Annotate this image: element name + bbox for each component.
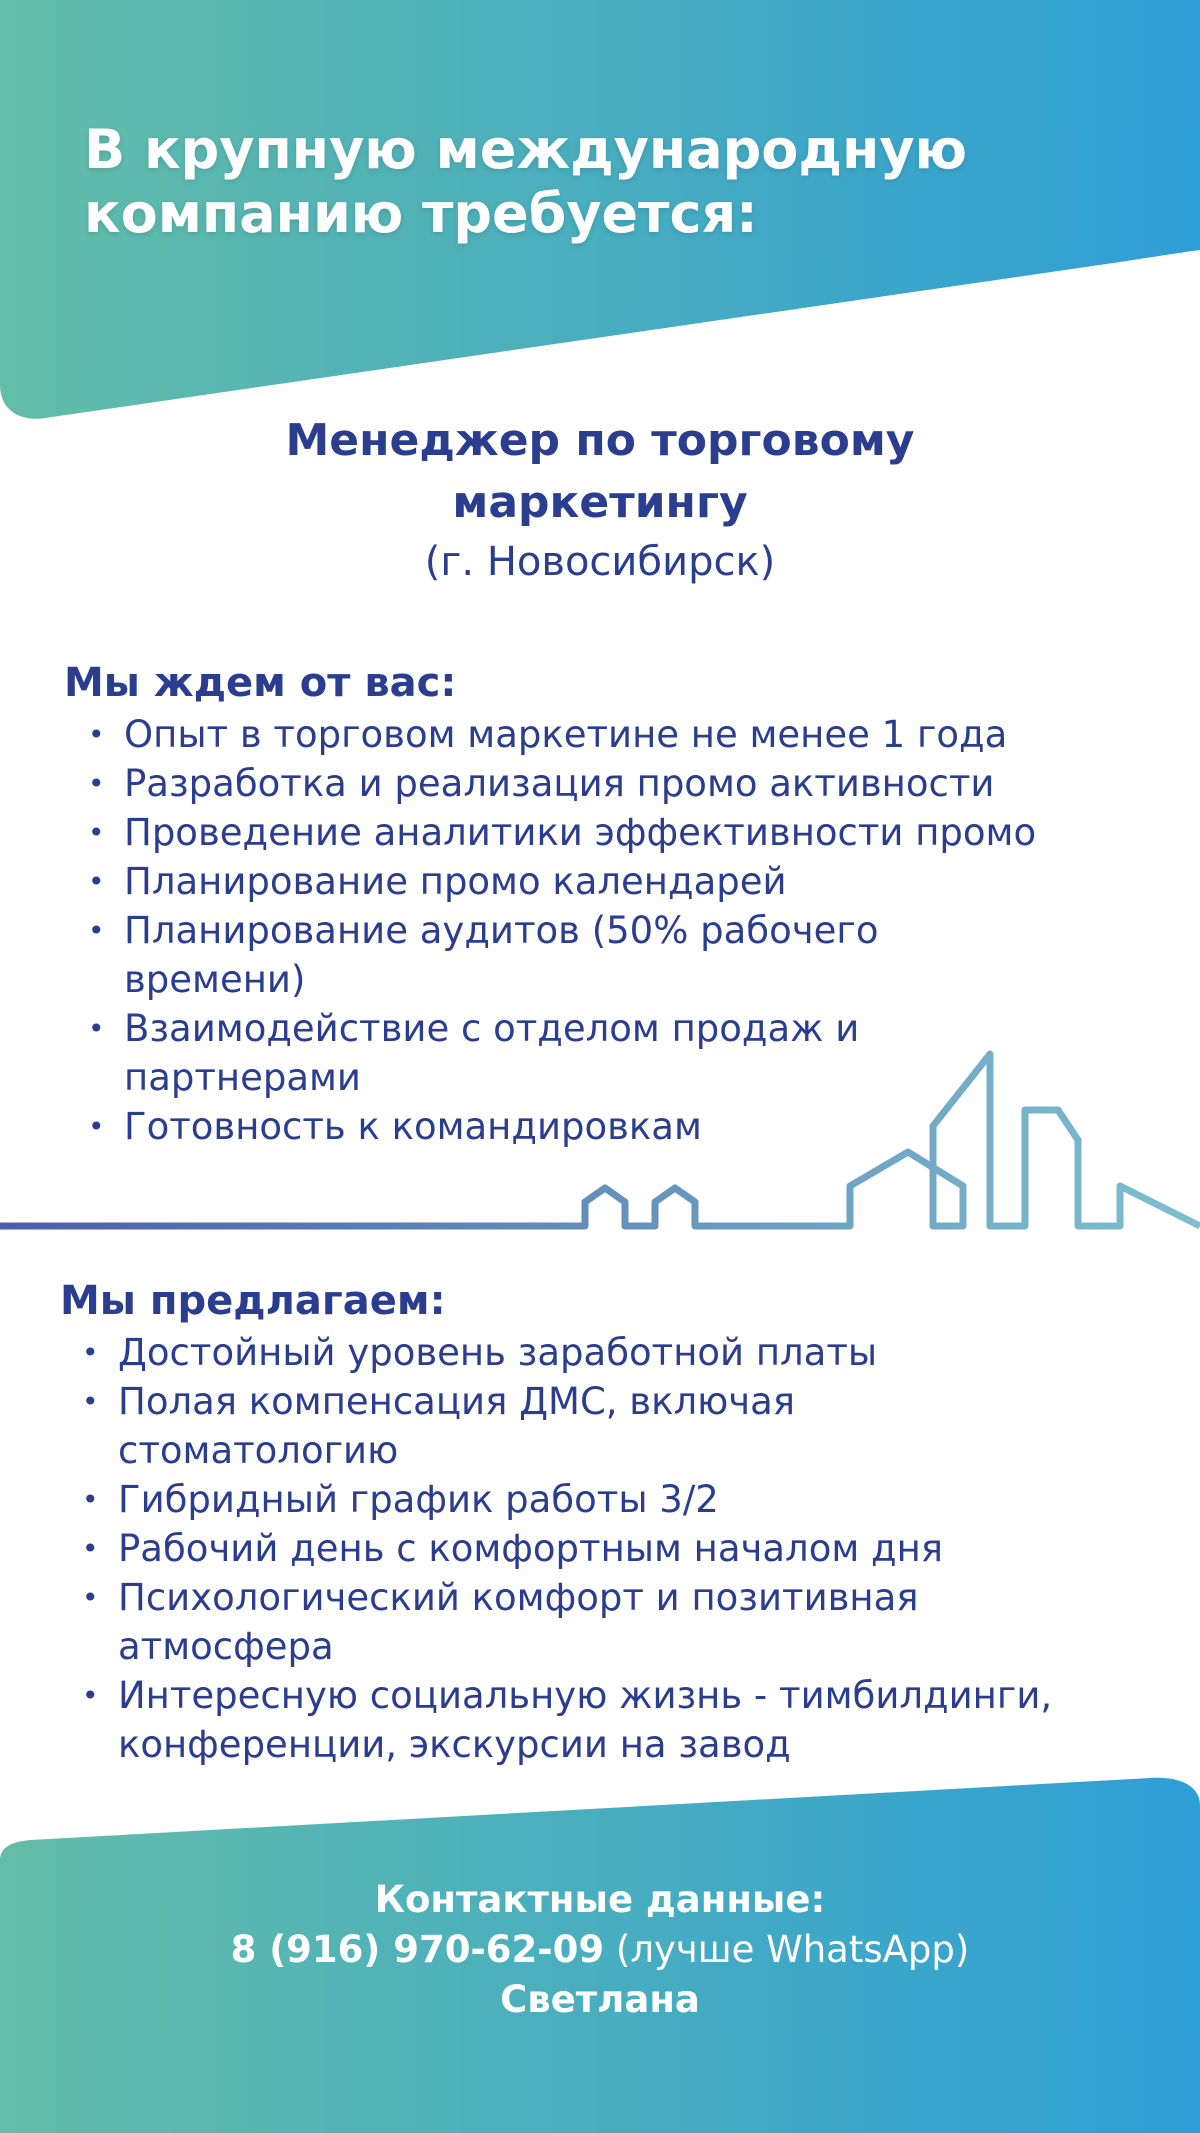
requirements-item: • Взаимодействие с отделом продаж и партнерами: [66, 1004, 944, 1102]
contacts-phone[interactable]: 8 (916) 970-62-09: [230, 1928, 605, 1971]
contacts-name: Светлана: [500, 1978, 700, 2021]
job-title-line-2: маркетингу: [452, 477, 748, 528]
requirements-item: • Проведение аналитики эффективности промо: [66, 808, 1146, 857]
offers-title: Мы предлагаем:: [60, 1278, 446, 1324]
contacts-phone-line: [0, 1925, 1200, 1975]
requirements-title: Мы ждем от вас:: [64, 660, 457, 706]
job-title: [0, 410, 1200, 534]
requirements-item: • Опыт в торговом маркетине не менее 1 года: [66, 710, 1146, 759]
job-title-line-1: Менеджер по торговому: [285, 415, 915, 466]
requirements-item: • Планирование промо календарей: [66, 857, 1146, 906]
job-city: (г. Новосибирск): [424, 539, 776, 585]
offers-item: • Интересную социальную жизнь - тимбилдинги, конференции, экскурсии на завод: [60, 1671, 1160, 1769]
requirements-item: • Разработка и реализация промо активности: [66, 759, 1146, 808]
requirements-item: • Планирование аудитов (50% рабочего времени): [66, 906, 964, 1004]
job-block: [0, 410, 1200, 590]
offers-item: • Гибридный график работы 3/2: [60, 1475, 1160, 1524]
contacts-block: [0, 1875, 1200, 2025]
skyline-divider: [0, 1040, 1200, 1240]
offers-list: [60, 1328, 1160, 1769]
offers-item: • Психологический комфорт и позитивная атмосфера: [60, 1573, 1078, 1671]
offers-item: • Рабочий день с комфортным началом дня: [60, 1524, 1160, 1573]
contacts-note: (лучше WhatsApp): [615, 1928, 970, 1971]
headline: [84, 118, 1084, 246]
headline-line-2: компанию требуется:: [84, 182, 758, 245]
contacts-title: Контактные данные:: [374, 1878, 826, 1921]
requirements-item: • Готовность к командировкам: [66, 1102, 1146, 1151]
headline-line-1: В крупную международную: [84, 118, 968, 181]
offers-item: • Полая компенсация ДМС, включая стоматологию: [60, 1377, 938, 1475]
offers-item: • Достойный уровень заработной платы: [60, 1328, 1160, 1377]
